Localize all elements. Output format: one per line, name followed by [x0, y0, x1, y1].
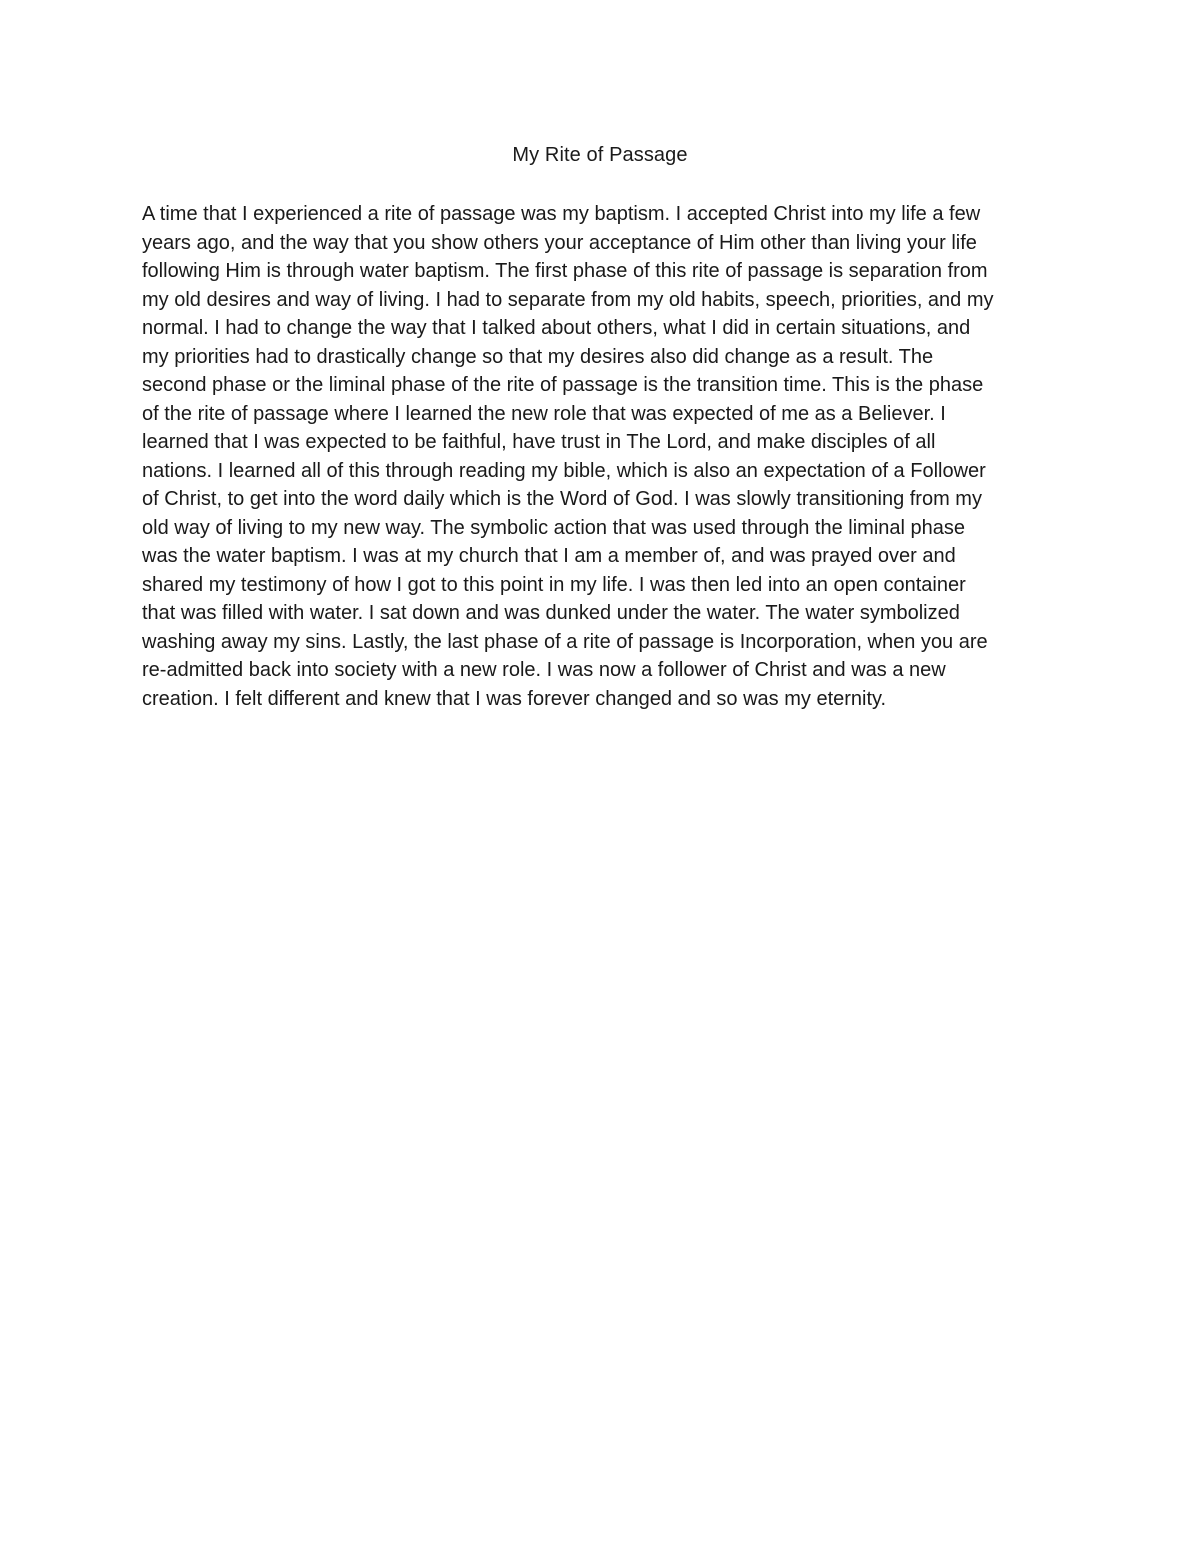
document-title: My Rite of Passage — [512, 144, 688, 166]
body-line: creation. I felt different and knew that I was forever changed and so was my eternity. — [142, 687, 887, 710]
body-line: of Christ, to get into the word daily which is the Word of God. I was slowly transitioning from my — [142, 488, 982, 510]
body-line: learned that I was expected to be faithful, have trust in The Lord, and make disciples of all — [142, 431, 936, 453]
body-line: years ago, and the way that you show others your acceptance of Him other than living your life — [142, 231, 977, 254]
document-body — [142, 200, 1072, 713]
body-line: old way of living to my new way. The symbolic action that was used through the liminal phase — [142, 516, 966, 539]
body-line: normal. I had to change the way that I talked about others, what I did in certain situations, and — [142, 317, 971, 339]
body-line: shared my testimony of how I got to this point in my life. I was then led into an open container — [142, 573, 966, 596]
body-line: my priorities had to drastically change so that my desires also did change as a result. The — [142, 345, 934, 368]
body-line: was the water baptism. I was at my church that I am a member of, and was prayed over and — [142, 545, 956, 567]
body-line: washing away my sins. Lastly, the last phase of a rite of passage is Incorporation, when you are — [142, 630, 988, 653]
body-line: following Him is through water baptism. The first phase of this rite of passage is separation from — [142, 260, 988, 282]
body-line: second phase or the liminal phase of the rite of passage is the transition time. This is the phase — [142, 374, 984, 396]
body-line: my old desires and way of living. I had to separate from my old habits, speech, priorities, and my — [142, 288, 994, 311]
body-line: that was filled with water. I sat down and was dunked under the water. The water symbolized — [142, 602, 960, 624]
body-line: re-admitted back into society with a new role. I was now a follower of Christ and was a new — [142, 659, 946, 681]
body-line: nations. I learned all of this through reading my bible, which is also an expectation of a Follower — [142, 459, 986, 482]
body-line: of the rite of passage where I learned the new role that was expected of me as a Believer. I — [142, 402, 946, 425]
body-line: A time that I experienced a rite of passage was my baptism. I accepted Christ into my life a few — [142, 203, 981, 225]
